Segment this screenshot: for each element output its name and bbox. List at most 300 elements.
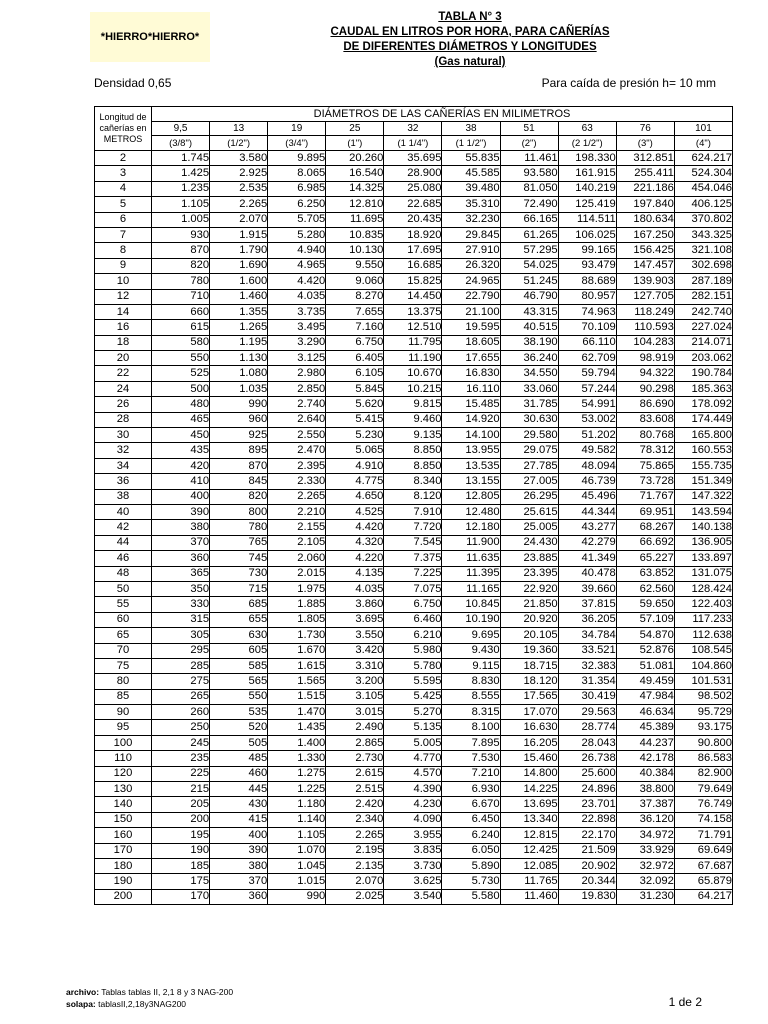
table-row bbox=[95, 227, 733, 242]
table-row bbox=[95, 166, 733, 181]
flow-cell: 86.583 bbox=[674, 751, 732, 766]
flow-cell: 990 bbox=[268, 889, 326, 904]
flow-cell: 715 bbox=[210, 581, 268, 596]
pressure-label: Para caída de presión h= 10 mm bbox=[541, 76, 716, 90]
flow-cell: 8.270 bbox=[326, 289, 384, 304]
flow-cell: 22.685 bbox=[384, 197, 442, 212]
flow-cell: 27.785 bbox=[500, 458, 558, 473]
flow-cell: 45.389 bbox=[616, 720, 674, 735]
flow-cell: 3.860 bbox=[326, 597, 384, 612]
flow-cell: 3.695 bbox=[326, 612, 384, 627]
flow-cell: 10.215 bbox=[384, 381, 442, 396]
flow-cell: 35.310 bbox=[442, 197, 500, 212]
flow-cell: 655 bbox=[210, 612, 268, 627]
flow-cell: 195 bbox=[152, 828, 210, 843]
flow-cell: 14.920 bbox=[442, 412, 500, 427]
flow-cell: 54.025 bbox=[500, 258, 558, 273]
flow-cell: 2.395 bbox=[268, 458, 326, 473]
flow-cell: 454.046 bbox=[674, 181, 732, 196]
length-cell: 6 bbox=[95, 212, 152, 227]
length-cell: 40 bbox=[95, 504, 152, 519]
flow-cell: 215 bbox=[152, 782, 210, 797]
flow-cell: 4.910 bbox=[326, 458, 384, 473]
table-row bbox=[95, 782, 733, 797]
flow-cell: 2.865 bbox=[326, 735, 384, 750]
flow-cell: 1.275 bbox=[268, 766, 326, 781]
flow-cell: 20.105 bbox=[500, 628, 558, 643]
flow-cell: 5.270 bbox=[384, 705, 442, 720]
flow-cell: 94.322 bbox=[616, 366, 674, 381]
flow-cell: 2.535 bbox=[210, 181, 268, 196]
flow-cell: 1.180 bbox=[268, 797, 326, 812]
length-cell: 110 bbox=[95, 751, 152, 766]
flow-cell: 6.210 bbox=[384, 628, 442, 643]
flow-table bbox=[94, 106, 733, 905]
flow-cell: 30.419 bbox=[558, 689, 616, 704]
flow-cell: 1.035 bbox=[210, 381, 268, 396]
flow-cell: 32.092 bbox=[616, 874, 674, 889]
diameter-mm-header: 25 bbox=[326, 122, 384, 136]
length-cell: 36 bbox=[95, 474, 152, 489]
flow-cell: 3.625 bbox=[384, 874, 442, 889]
flow-cell: 40.478 bbox=[558, 566, 616, 581]
flow-cell: 1.885 bbox=[268, 597, 326, 612]
flow-cell: 64.217 bbox=[674, 889, 732, 904]
flow-cell: 13.375 bbox=[384, 304, 442, 319]
flow-cell: 40.515 bbox=[500, 320, 558, 335]
flow-cell: 1.975 bbox=[268, 581, 326, 596]
length-cell: 150 bbox=[95, 812, 152, 827]
flow-cell: 24.896 bbox=[558, 782, 616, 797]
flow-cell: 41.349 bbox=[558, 551, 616, 566]
flow-cell: 227.024 bbox=[674, 320, 732, 335]
table-row bbox=[95, 474, 733, 489]
flow-cell: 7.075 bbox=[384, 581, 442, 596]
flow-cell: 1.005 bbox=[152, 212, 210, 227]
flow-cell: 410 bbox=[152, 474, 210, 489]
diameter-inch-header: (1 1/2") bbox=[442, 136, 500, 151]
flow-cell: 745 bbox=[210, 551, 268, 566]
flow-cell: 19.360 bbox=[500, 643, 558, 658]
flow-cell: 2.070 bbox=[326, 874, 384, 889]
flow-cell: 86.690 bbox=[616, 397, 674, 412]
flow-cell: 235 bbox=[152, 751, 210, 766]
flow-cell: 5.890 bbox=[442, 858, 500, 873]
flow-cell: 29.580 bbox=[500, 428, 558, 443]
flow-cell: 2.155 bbox=[268, 520, 326, 535]
flow-cell: 39.480 bbox=[442, 181, 500, 196]
flow-cell: 305 bbox=[152, 628, 210, 643]
flow-cell: 1.435 bbox=[268, 720, 326, 735]
flow-cell: 65.227 bbox=[616, 551, 674, 566]
flow-cell: 51.202 bbox=[558, 428, 616, 443]
flow-cell: 2.515 bbox=[326, 782, 384, 797]
length-cell: 95 bbox=[95, 720, 152, 735]
flow-cell: 11.165 bbox=[442, 581, 500, 596]
gas-type: (Gas natural) bbox=[434, 56, 506, 68]
flow-cell: 1.425 bbox=[152, 166, 210, 181]
flow-cell: 59.650 bbox=[616, 597, 674, 612]
flow-cell: 72.490 bbox=[500, 197, 558, 212]
flow-cell: 3.550 bbox=[326, 628, 384, 643]
flow-cell: 630 bbox=[210, 628, 268, 643]
flow-cell: 93.175 bbox=[674, 720, 732, 735]
flow-cell: 214.071 bbox=[674, 335, 732, 350]
length-cell: 65 bbox=[95, 628, 152, 643]
flow-cell: 3.310 bbox=[326, 658, 384, 673]
flow-cell: 136.905 bbox=[674, 535, 732, 550]
density-label: Densidad 0,65 bbox=[94, 76, 172, 90]
flow-cell: 9.115 bbox=[442, 658, 500, 673]
diameter-inch-header: (3/8") bbox=[152, 136, 210, 151]
flow-cell: 4.220 bbox=[326, 551, 384, 566]
length-cell: 16 bbox=[95, 320, 152, 335]
table-row bbox=[95, 843, 733, 858]
flow-cell: 5.595 bbox=[384, 674, 442, 689]
length-cell: 42 bbox=[95, 520, 152, 535]
title-line-2: CAUDAL EN LITROS POR HORA, PARA CAÑERÍAS bbox=[330, 26, 610, 38]
flow-cell: 17.565 bbox=[500, 689, 558, 704]
flow-cell: 8.340 bbox=[384, 474, 442, 489]
flow-cell: 66.110 bbox=[558, 335, 616, 350]
flow-cell: 465 bbox=[152, 412, 210, 427]
flow-cell: 435 bbox=[152, 443, 210, 458]
flow-cell: 370.802 bbox=[674, 212, 732, 227]
flow-cell: 24.965 bbox=[442, 274, 500, 289]
flow-cell: 75.865 bbox=[616, 458, 674, 473]
flow-cell: 7.225 bbox=[384, 566, 442, 581]
flow-cell: 4.775 bbox=[326, 474, 384, 489]
flow-cell: 10.130 bbox=[326, 243, 384, 258]
flow-cell: 820 bbox=[210, 489, 268, 504]
flow-cell: 185 bbox=[152, 858, 210, 873]
flow-cell: 4.420 bbox=[326, 520, 384, 535]
flow-cell: 16.540 bbox=[326, 166, 384, 181]
flow-cell: 62.709 bbox=[558, 351, 616, 366]
diameter-inch-header: (3/4") bbox=[268, 136, 326, 151]
flow-cell: 11.765 bbox=[500, 874, 558, 889]
length-cell: 160 bbox=[95, 828, 152, 843]
flow-cell: 6.750 bbox=[326, 335, 384, 350]
flow-cell: 845 bbox=[210, 474, 268, 489]
table-row bbox=[95, 151, 733, 166]
flow-cell: 1.355 bbox=[210, 304, 268, 319]
flow-cell: 42.279 bbox=[558, 535, 616, 550]
flow-cell: 12.805 bbox=[442, 489, 500, 504]
flow-cell: 430 bbox=[210, 797, 268, 812]
flow-cell: 10.835 bbox=[326, 227, 384, 242]
flow-cell: 960 bbox=[210, 412, 268, 427]
flow-cell: 1.470 bbox=[268, 705, 326, 720]
flow-cell: 20.920 bbox=[500, 612, 558, 627]
flow-cell: 6.750 bbox=[384, 597, 442, 612]
flow-cell: 32.383 bbox=[558, 658, 616, 673]
flow-cell: 14.450 bbox=[384, 289, 442, 304]
flow-cell: 20.902 bbox=[558, 858, 616, 873]
flow-cell: 1.690 bbox=[210, 258, 268, 273]
diameter-inch-header: (2 1/2") bbox=[558, 136, 616, 151]
table-row bbox=[95, 828, 733, 843]
flow-cell: 7.895 bbox=[442, 735, 500, 750]
flow-cell: 3.495 bbox=[268, 320, 326, 335]
flow-cell: 26.738 bbox=[558, 751, 616, 766]
flow-cell: 2.210 bbox=[268, 504, 326, 519]
flow-cell: 16.830 bbox=[442, 366, 500, 381]
flow-cell: 6.930 bbox=[442, 782, 500, 797]
table-row bbox=[95, 397, 733, 412]
flow-cell: 2.015 bbox=[268, 566, 326, 581]
flow-cell: 27.005 bbox=[500, 474, 558, 489]
table-row bbox=[95, 720, 733, 735]
flow-cell: 221.186 bbox=[616, 181, 674, 196]
flow-cell: 1.400 bbox=[268, 735, 326, 750]
flow-cell: 415 bbox=[210, 812, 268, 827]
flow-cell: 820 bbox=[152, 258, 210, 273]
flow-cell: 45.585 bbox=[442, 166, 500, 181]
flow-cell: 7.530 bbox=[442, 751, 500, 766]
flow-cell: 14.325 bbox=[326, 181, 384, 196]
flow-cell: 63.852 bbox=[616, 566, 674, 581]
flow-cell: 255.411 bbox=[616, 166, 674, 181]
flow-cell: 34.784 bbox=[558, 628, 616, 643]
flow-cell: 4.650 bbox=[326, 489, 384, 504]
flow-cell: 321.108 bbox=[674, 243, 732, 258]
page-number: 1 de 2 bbox=[668, 995, 702, 1009]
flow-cell: 24.430 bbox=[500, 535, 558, 550]
flow-cell: 2.980 bbox=[268, 366, 326, 381]
flow-cell: 6.250 bbox=[268, 197, 326, 212]
flow-cell: 4.320 bbox=[326, 535, 384, 550]
table-row bbox=[95, 643, 733, 658]
length-cell: 28 bbox=[95, 412, 152, 427]
flow-cell: 38.190 bbox=[500, 335, 558, 350]
flow-cell: 242.740 bbox=[674, 304, 732, 319]
flow-cell: 143.594 bbox=[674, 504, 732, 519]
table-row bbox=[95, 628, 733, 643]
flow-cell: 9.695 bbox=[442, 628, 500, 643]
table-row bbox=[95, 535, 733, 550]
flow-cell: 45.496 bbox=[558, 489, 616, 504]
flow-cell: 4.770 bbox=[384, 751, 442, 766]
flow-cell: 2.135 bbox=[326, 858, 384, 873]
flow-cell: 2.640 bbox=[268, 412, 326, 427]
flow-cell: 18.605 bbox=[442, 335, 500, 350]
flow-cell: 151.349 bbox=[674, 474, 732, 489]
flow-cell: 615 bbox=[152, 320, 210, 335]
flow-cell: 2.550 bbox=[268, 428, 326, 443]
flow-cell: 1.915 bbox=[210, 227, 268, 242]
table-row bbox=[95, 304, 733, 319]
length-cell: 2 bbox=[95, 151, 152, 166]
flow-cell: 343.325 bbox=[674, 227, 732, 242]
table-row bbox=[95, 489, 733, 504]
flow-cell: 450 bbox=[152, 428, 210, 443]
flow-cell: 82.900 bbox=[674, 766, 732, 781]
length-cell: 18 bbox=[95, 335, 152, 350]
flow-cell: 4.570 bbox=[384, 766, 442, 781]
flow-cell: 780 bbox=[152, 274, 210, 289]
flow-cell: 1.105 bbox=[268, 828, 326, 843]
flow-cell: 282.151 bbox=[674, 289, 732, 304]
file-label: archivo: bbox=[66, 987, 100, 997]
flow-cell: 380 bbox=[210, 858, 268, 873]
length-cell: 90 bbox=[95, 705, 152, 720]
flow-cell: 550 bbox=[152, 351, 210, 366]
flow-cell: 48.094 bbox=[558, 458, 616, 473]
flow-cell: 51.081 bbox=[616, 658, 674, 673]
flow-cell: 445 bbox=[210, 782, 268, 797]
table-row bbox=[95, 428, 733, 443]
flow-cell: 6.105 bbox=[326, 366, 384, 381]
flow-cell: 25.005 bbox=[500, 520, 558, 535]
flow-cell: 8.850 bbox=[384, 443, 442, 458]
flow-cell: 36.120 bbox=[616, 812, 674, 827]
flow-cell: 1.045 bbox=[268, 858, 326, 873]
flow-cell: 190 bbox=[152, 843, 210, 858]
flow-cell: 29.075 bbox=[500, 443, 558, 458]
document-title bbox=[300, 10, 640, 70]
flow-cell: 4.035 bbox=[326, 581, 384, 596]
flow-cell: 400 bbox=[210, 828, 268, 843]
flow-cell: 78.312 bbox=[616, 443, 674, 458]
table-row bbox=[95, 797, 733, 812]
flow-cell: 54.870 bbox=[616, 628, 674, 643]
table-row bbox=[95, 181, 733, 196]
flow-cell: 17.655 bbox=[442, 351, 500, 366]
length-cell: 30 bbox=[95, 428, 152, 443]
table-row bbox=[95, 566, 733, 581]
table-row bbox=[95, 289, 733, 304]
length-cell: 80 bbox=[95, 674, 152, 689]
flow-cell: 175 bbox=[152, 874, 210, 889]
flow-cell: 3.540 bbox=[384, 889, 442, 904]
length-cell: 44 bbox=[95, 535, 152, 550]
table-row bbox=[95, 581, 733, 596]
flow-cell: 2.060 bbox=[268, 551, 326, 566]
length-cell: 34 bbox=[95, 458, 152, 473]
flow-cell: 79.649 bbox=[674, 782, 732, 797]
flow-cell: 57.295 bbox=[500, 243, 558, 258]
flow-cell: 10.670 bbox=[384, 366, 442, 381]
flow-cell: 13.955 bbox=[442, 443, 500, 458]
flow-cell: 8.065 bbox=[268, 166, 326, 181]
material-tag-text: *HIERRO*HIERRO* bbox=[100, 31, 200, 43]
flow-cell: 16.630 bbox=[500, 720, 558, 735]
flow-cell: 350 bbox=[152, 581, 210, 596]
flow-cell: 15.825 bbox=[384, 274, 442, 289]
flow-cell: 178.092 bbox=[674, 397, 732, 412]
flow-cell: 28.900 bbox=[384, 166, 442, 181]
sheet-value: tablasII,2,18y3NAG200 bbox=[98, 999, 187, 1009]
length-cell: 12 bbox=[95, 289, 152, 304]
flow-cell: 5.580 bbox=[442, 889, 500, 904]
flow-cell: 161.915 bbox=[558, 166, 616, 181]
flow-cell: 1.070 bbox=[268, 843, 326, 858]
length-cell: 170 bbox=[95, 843, 152, 858]
flow-cell: 3.015 bbox=[326, 705, 384, 720]
flow-cell: 147.322 bbox=[674, 489, 732, 504]
flow-cell: 1.015 bbox=[268, 874, 326, 889]
flow-cell: 35.695 bbox=[384, 151, 442, 166]
flow-cell: 30.630 bbox=[500, 412, 558, 427]
diameter-mm-header: 76 bbox=[616, 122, 674, 136]
flow-cell: 44.344 bbox=[558, 504, 616, 519]
table-row bbox=[95, 504, 733, 519]
flow-cell: 98.919 bbox=[616, 351, 674, 366]
flow-cell: 6.460 bbox=[384, 612, 442, 627]
flow-cell: 32.230 bbox=[442, 212, 500, 227]
flow-cell: 114.511 bbox=[558, 212, 616, 227]
flow-cell: 275 bbox=[152, 674, 210, 689]
flow-cell: 2.470 bbox=[268, 443, 326, 458]
flow-cell: 43.277 bbox=[558, 520, 616, 535]
table-row bbox=[95, 812, 733, 827]
table-row bbox=[95, 551, 733, 566]
flow-cell: 5.065 bbox=[326, 443, 384, 458]
flow-cell: 4.965 bbox=[268, 258, 326, 273]
flow-cell: 18.715 bbox=[500, 658, 558, 673]
flow-cell: 3.835 bbox=[384, 843, 442, 858]
flow-cell: 20.344 bbox=[558, 874, 616, 889]
diameter-mm-header: 9,5 bbox=[152, 122, 210, 136]
flow-cell: 250 bbox=[152, 720, 210, 735]
flow-cell: 131.075 bbox=[674, 566, 732, 581]
flow-cell: 203.062 bbox=[674, 351, 732, 366]
length-cell: 32 bbox=[95, 443, 152, 458]
flow-cell: 156.425 bbox=[616, 243, 674, 258]
flow-cell: 53.002 bbox=[558, 412, 616, 427]
flow-cell: 13.155 bbox=[442, 474, 500, 489]
flow-cell: 315 bbox=[152, 612, 210, 627]
flow-cell: 133.897 bbox=[674, 551, 732, 566]
flow-cell: 37.815 bbox=[558, 597, 616, 612]
diameter-mm-header: 51 bbox=[500, 122, 558, 136]
length-cell: 100 bbox=[95, 735, 152, 750]
flow-cell: 4.035 bbox=[268, 289, 326, 304]
flow-cell: 685 bbox=[210, 597, 268, 612]
flow-cell: 80.957 bbox=[558, 289, 616, 304]
length-cell: 140 bbox=[95, 797, 152, 812]
flow-cell: 605 bbox=[210, 643, 268, 658]
table-row bbox=[95, 274, 733, 289]
length-cell: 130 bbox=[95, 782, 152, 797]
table-row bbox=[95, 351, 733, 366]
flow-cell: 765 bbox=[210, 535, 268, 550]
flow-cell: 9.135 bbox=[384, 428, 442, 443]
flow-cell: 34.550 bbox=[500, 366, 558, 381]
flow-cell: 33.060 bbox=[500, 381, 558, 396]
diameter-inch-header: (3") bbox=[616, 136, 674, 151]
flow-cell: 19.830 bbox=[558, 889, 616, 904]
length-cell: 22 bbox=[95, 366, 152, 381]
flow-cell: 69.649 bbox=[674, 843, 732, 858]
flow-cell: 29.563 bbox=[558, 705, 616, 720]
flow-cell: 5.780 bbox=[384, 658, 442, 673]
flow-cell: 67.687 bbox=[674, 858, 732, 873]
flow-cell: 1.330 bbox=[268, 751, 326, 766]
table-row bbox=[95, 412, 733, 427]
length-cell: 48 bbox=[95, 566, 152, 581]
table-row bbox=[95, 381, 733, 396]
flow-cell: 3.580 bbox=[210, 151, 268, 166]
flow-cell: 127.705 bbox=[616, 289, 674, 304]
flow-cell: 71.767 bbox=[616, 489, 674, 504]
flow-cell: 525 bbox=[152, 366, 210, 381]
length-cell: 5 bbox=[95, 197, 152, 212]
flow-cell: 8.100 bbox=[442, 720, 500, 735]
flow-cell: 23.395 bbox=[500, 566, 558, 581]
flow-cell: 9.430 bbox=[442, 643, 500, 658]
